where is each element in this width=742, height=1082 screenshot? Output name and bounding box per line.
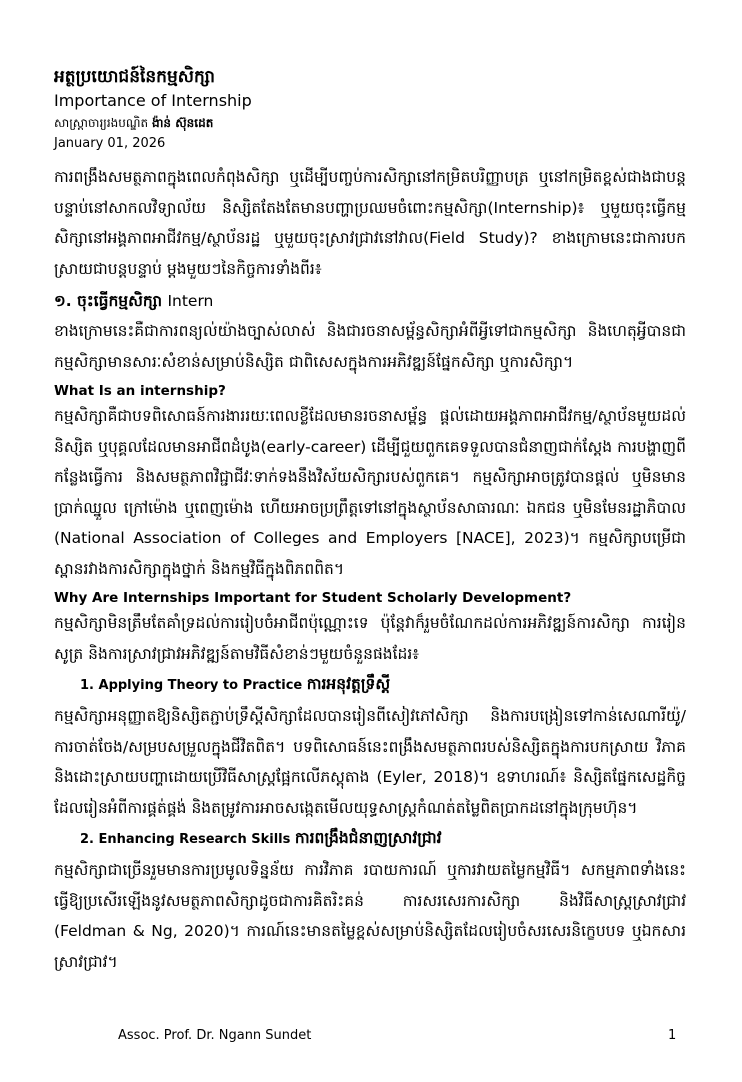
item-2-label-km: ការពង្រឹងជំនាញស្រាវជ្រាវ xyxy=(294,829,442,847)
item-2-body: កម្មសិក្សាជាច្រើនរួមមានការប្រមូលទិន្នន័យ ការវិភាគ របាយការណ៍ ឬការវាយតម្លៃកម្មវិធី។ សកម្មភាពទាំងនេះធ្វើឱ្យប្រសើរឡើងនូវសមត្ថភាពសិក្សាដូចជាការគិតរិះគន់ ការសរសេរការសិក្សា និងវិធីសាស្ត្រស្រាវជ្រាវ (Feldman & Ng, 2020)។ ការណ៍នេះមានតម្លៃខ្ពស់សម្រាប់និស្សិតដែលរៀបចំសរសេរនិក្ខេបបទ ឬឯកសារស្រាវជ្រាវ។ xyxy=(54,861,686,971)
document-page xyxy=(54,64,686,977)
footer-author: Assoc. Prof. Dr. Ngann Sundet xyxy=(118,1028,312,1043)
item-1-body: កម្មសិក្សាអនុញ្ញាតឱ្យនិស្សិតភ្ជាប់ទ្រឹស្តីសិក្សាដែលបានរៀនពីសៀវភៅសិក្សា និងការបង្រៀនទៅកាន់សេណារីយ៉ូ/ការចាត់ចែង/សម្របសម្រួលក្នុងជីវិតពិត។ បទពិសោធន៍នេះពង្រឹងសមត្ថភាពរបស់និស្សិតក្នុងការបកស្រាយ វិភាគ និងដោះស្រាយបញ្ហាដោយប្រើវិធីសាស្ត្រផ្អែកលើភស្តុតាង (Eyler, 2018)។ ឧទាហរណ៍៖ និស្សិតផ្នែកសេដ្ឋកិច្ចដែលរៀនអំពីការផ្គត់ផ្គង់ និងតម្រូវការអាចសង្កេតមើលយុទ្ធសាស្ត្រកំណត់តម្លៃពិតប្រាកដនៅក្នុងក្រុមហ៊ុន។ xyxy=(54,707,686,817)
page-number: 1 xyxy=(668,1028,677,1043)
what-body: កម្មសិក្សាគឺជាបទពិសោធន៍ការងាររយៈពេលខ្លីដែលមានរចនាសម្ព័ន្ធ ផ្តល់ដោយអង្គភាពអាជីវកម្ម/ស្ថាប័នមួយដល់និស្សិត ឬបុគ្គលដែលមានអាជីពដំបូង(early-career) ដើម្បីជួយពួកគេទទួលបានជំនាញជាក់ស្តែង ការបង្ហាញពីកន្លែងធ្វើការ និងសមត្ថភាពវិជ្ជាជីវៈទាក់ទងនឹងវិស័យសិក្សារបស់ពួកគេ។ កម្មសិក្សាអាចត្រូវបានផ្តល់ ឬមិនមានប្រាក់ឈ្នួល ក្រៅម៉ោង ឬពេញម៉ោង ហើយអាចប្រព្រឹត្តទៅនៅក្នុងស្ថាប័នសាធារណៈ ឯកជន ឬមិនមែនរដ្ឋាភិបាល (National Association of Colleges and Employers [NACE], 2023)។ កម្មសិក្សាបម្រើជាស្ពានរវាងការសិក្សាក្នុងថ្នាក់ និងកម្មវិធីក្នុងពិភពពិត។ xyxy=(54,407,686,578)
document-date: January 01, 2026 xyxy=(54,136,166,151)
item-1-label: 1. Applying Theory to Practice xyxy=(80,678,303,693)
author-label: សាស្ត្រាចារ្យរងបណ្ឌិត xyxy=(54,116,149,130)
section-1-body: ខាងក្រោមនេះគឺជាការពន្យល់យ៉ាងច្បាស់លាស់ និងជារចនាសម្ព័ន្ធសិក្សាអំពីអ្វីទៅជាកម្មសិក្សា និងហេតុអ្វីបានជាកម្មសិក្សាមានសារៈសំខាន់សម្រាប់និស្សិត ជាពិសេសក្នុងការអភិវឌ្ឍន៍ផ្នែកសិក្សា ឬការសិក្សា។ xyxy=(54,322,686,371)
title-english: Importance of Internship xyxy=(54,91,252,110)
title-khmer: អត្ថប្រយោជន៍នៃកម្មសិក្សា xyxy=(54,67,215,87)
section-1-title-km: ចុះធ្វើកម្មសិក្សា xyxy=(77,292,163,310)
section-1-heading xyxy=(54,286,686,316)
author-name: ង៉ាន់ ស៊ុនដេត xyxy=(152,116,214,130)
section-1-title-en: Intern xyxy=(167,292,214,310)
item-2-label: 2. Enhancing Research Skills xyxy=(80,832,291,847)
item-1-heading xyxy=(54,669,686,701)
item-2-heading xyxy=(54,823,686,855)
intro-paragraph: ការពង្រឹងសមត្ថភាពក្នុងពេលកំពុងសិក្សា ឬដើម្បីបញ្ចប់ការសិក្សានៅកម្រិតបរិញ្ញាបត្រ ឬនៅកម្រិតខ្ពស់ជាងជាបន្តបន្ទាប់នៅសាកលវិទ្យាល័យ និស្សិតតែងតែមានបញ្ហាប្រឈមចំពោះកម្មសិក្សា(Internship)៖ ឬមួយចុះធ្វើកម្មសិក្សានៅអង្គភាពអាជីវកម្ម/ស្ថាប័នរដ្ឋ ឬមួយចុះស្រាវជ្រាវនៅវាល(Field Study)? ខាងក្រោមនេះជាការបកស្រាយជាបន្តបន្ទាប់ ម្តងមួយៗនៃកិច្ចការទាំងពីរ៖ xyxy=(54,168,686,278)
section-1-number: ១. xyxy=(54,292,72,310)
item-1-label-km: ការអនុវត្តទ្រឹស្តី xyxy=(306,675,391,693)
author-line xyxy=(54,112,686,134)
why-heading: Why Are Internships Important for Student Scholarly Development? xyxy=(54,590,572,606)
what-heading: What Is an internship? xyxy=(54,383,226,399)
why-body: កម្មសិក្សាមិនត្រឹមតែគាំទ្រដល់ការរៀបចំអាជីពប៉ុណ្ណោះទេ ប៉ុន្តែវាក៏រួមចំណែកដល់ការអភិវឌ្ឍន៍ការសិក្សា ការរៀនសូត្រ និងការស្រាវជ្រាវអភិវឌ្ឍន៍តាមវិធីសំខាន់ៗមួយចំនួនផងដែរ៖ xyxy=(54,614,686,663)
